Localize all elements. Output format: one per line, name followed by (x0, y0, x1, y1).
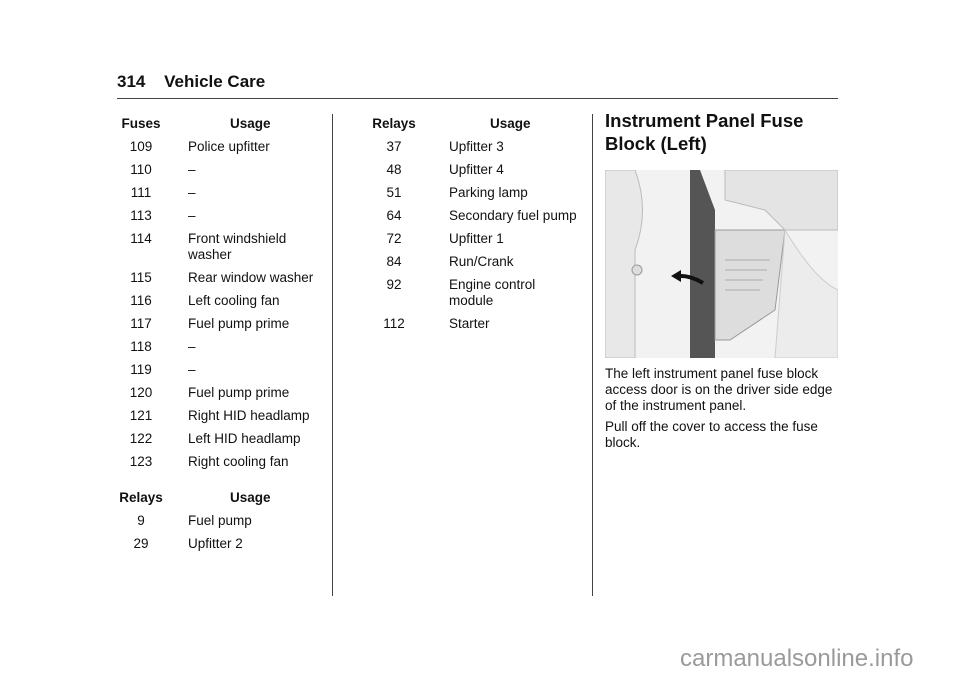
col-header: Usage (230, 116, 271, 131)
table-row (115, 431, 360, 454)
header-rule (117, 98, 838, 99)
col-header: Relays (119, 490, 163, 505)
table-row (115, 339, 360, 362)
section-heading: Instrument Panel Fuse Block (Left) (605, 110, 804, 154)
table-row (115, 362, 360, 385)
table-header (368, 116, 620, 139)
row-number: 119 (130, 362, 152, 377)
watermark: carmanualsonline.info (680, 645, 914, 672)
relay-table-mid (368, 116, 620, 339)
table-row (115, 185, 360, 208)
page-number: 314 (117, 72, 146, 91)
row-usage: Rear window washer (188, 270, 314, 285)
row-number: 117 (130, 316, 152, 331)
row-number: 115 (130, 270, 152, 285)
paragraph: Pull off the cover to access the fuse block. (605, 419, 818, 450)
row-usage: Engine control module (449, 277, 536, 308)
col-header: Relays (372, 116, 416, 131)
table-row (115, 208, 360, 231)
row-number: 122 (129, 431, 153, 446)
row-usage: – (188, 362, 196, 377)
row-usage: Fuel pump (188, 513, 252, 528)
table-row (115, 231, 360, 270)
row-number: 48 (386, 162, 402, 177)
row-number: 120 (129, 385, 153, 400)
table-row (115, 270, 360, 293)
row-usage: Upfitter 2 (188, 536, 243, 551)
row-number: 121 (129, 408, 153, 423)
table-row (115, 536, 360, 559)
table-row (115, 293, 360, 316)
table-row (115, 139, 360, 162)
table-row (115, 316, 360, 339)
row-usage: – (188, 208, 196, 223)
table-row (115, 162, 360, 185)
row-usage: Front windshield washer (188, 231, 287, 262)
row-usage: Secondary fuel pump (449, 208, 577, 223)
row-number: 51 (386, 185, 402, 200)
table-row (368, 316, 620, 339)
row-number: 123 (129, 454, 153, 469)
row-usage: Upfitter 4 (449, 162, 504, 177)
table-row (368, 231, 620, 254)
row-usage: – (188, 339, 196, 354)
row-number: 112 (383, 316, 405, 331)
row-usage: Right cooling fan (188, 454, 289, 469)
row-number: 109 (129, 139, 153, 154)
row-usage: – (188, 162, 196, 177)
table-row (115, 385, 360, 408)
row-usage: Right HID headlamp (188, 408, 310, 423)
row-number: 92 (386, 277, 402, 292)
row-number: 29 (133, 536, 149, 551)
table-row (368, 185, 620, 208)
row-number: 111 (130, 185, 152, 200)
fuse-table-left (115, 116, 360, 559)
row-usage: – (188, 185, 196, 200)
row-number: 37 (386, 139, 402, 154)
fuse-block-illustration (605, 170, 838, 358)
row-number: 116 (130, 293, 152, 308)
row-number: 84 (386, 254, 402, 269)
table-row (368, 139, 620, 162)
table-header (115, 490, 360, 513)
table-row (115, 408, 360, 431)
row-number: 64 (386, 208, 402, 223)
table-row (368, 162, 620, 185)
section-title: Vehicle Care (164, 72, 266, 91)
row-usage: Upfitter 3 (449, 139, 504, 154)
row-usage: Fuel pump prime (188, 385, 290, 400)
row-number: 110 (130, 162, 152, 177)
col-header: Usage (490, 116, 531, 131)
row-number: 118 (130, 339, 152, 354)
paragraph: The left instrument panel fuse block access door is on the driver side edge of the instrument panel. (605, 366, 833, 413)
table-row (368, 208, 620, 231)
row-usage: Fuel pump prime (188, 316, 290, 331)
row-number: 9 (137, 513, 145, 528)
row-usage: Left HID headlamp (188, 431, 301, 446)
row-usage: Parking lamp (449, 185, 528, 200)
row-usage: Starter (449, 316, 490, 331)
row-usage: Police upfitter (188, 139, 270, 154)
row-number: 72 (386, 231, 402, 246)
table-row (368, 277, 620, 316)
table-row (115, 513, 360, 536)
table-row (368, 254, 620, 277)
row-usage: Run/Crank (449, 254, 514, 269)
row-usage: Upfitter 1 (449, 231, 504, 246)
page-header (117, 72, 265, 92)
row-number: 113 (130, 208, 152, 223)
col-header: Fuses (121, 116, 161, 131)
table-header (115, 116, 360, 139)
row-number: 114 (130, 231, 152, 246)
row-usage: Left cooling fan (188, 293, 280, 308)
col-header: Usage (230, 490, 271, 505)
table-row (115, 454, 360, 477)
